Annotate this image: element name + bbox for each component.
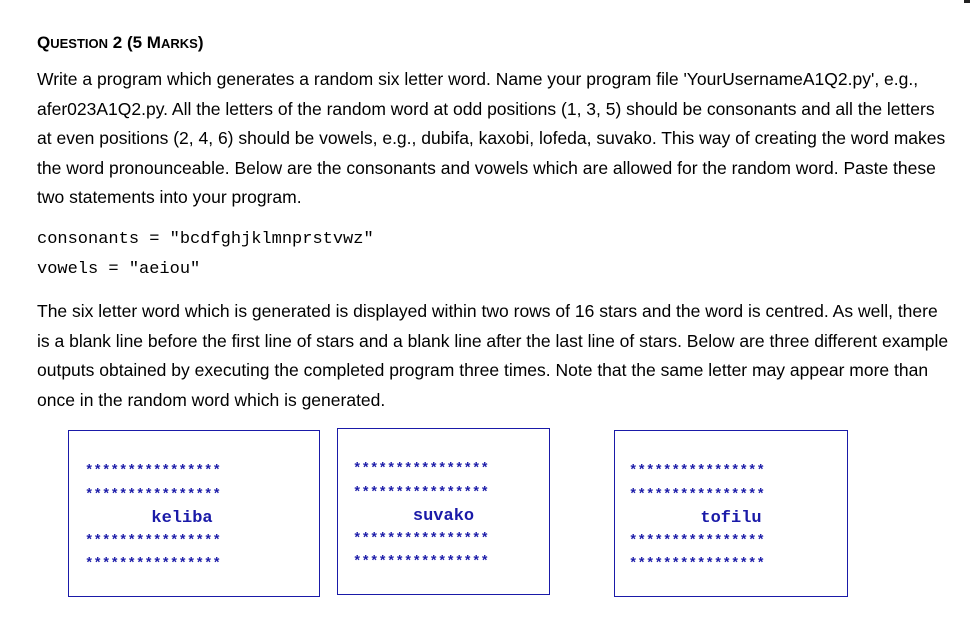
example-word: tofilu xyxy=(700,509,762,528)
instructions-paragraph: Write a program which generates a random six letter word. Name your program file 'YourUsernameA1Q2.py', e.g., afer023A1Q2.py. All the letters of the random word at odd positions (1, 3, 5) should be consonants and all the letters at even positions (2, 4, 6) should be vowels, e.g., dubifa, kaxobi, lofeda, suvako. This way of creating the word makes the word pronounceable. Below are the consonants and vowels which are allowed for the random word. Paste these two statements into your program. xyxy=(37,69,946,207)
heading-initial: Q xyxy=(37,33,51,52)
example-output-box xyxy=(337,428,550,595)
example-output-box xyxy=(68,430,320,597)
question-number: 2 xyxy=(112,33,123,52)
heading-rest: UESTION xyxy=(50,36,109,51)
example-output-box xyxy=(614,430,848,597)
star-row: **************** xyxy=(353,485,490,501)
star-row: **************** xyxy=(353,461,490,477)
example-word: keliba xyxy=(151,509,213,528)
vowels-statement: vowels = "aeiou" xyxy=(37,260,201,279)
star-row: **************** xyxy=(85,533,222,549)
star-row: **************** xyxy=(629,463,766,479)
star-row: **************** xyxy=(85,487,222,503)
star-row: **************** xyxy=(629,533,766,549)
star-row: **************** xyxy=(353,554,490,570)
corner-mark xyxy=(964,0,970,3)
marks-rest: ARKS xyxy=(160,36,198,51)
marks-open: (5 M xyxy=(126,33,161,52)
output-description-paragraph: The six letter word which is generated is displayed within two rows of 16 stars and the word is centred. As well, there is a blank line before the first line of stars and a blank line after the last line of stars. Below are three different example outputs obtained by executing the completed program three times. Note that the same letter may appear more than once in the random word which is generated. xyxy=(37,301,949,410)
marks-close: ) xyxy=(197,33,204,52)
consonants-statement: consonants = "bcdfghjklmnprstvwz" xyxy=(37,230,374,249)
star-row: **************** xyxy=(629,556,766,572)
star-row: **************** xyxy=(85,556,222,572)
question-heading xyxy=(37,33,203,53)
star-row: **************** xyxy=(85,463,222,479)
star-row: **************** xyxy=(629,487,766,503)
example-word: suvako xyxy=(412,507,475,526)
star-row: **************** xyxy=(353,531,490,547)
